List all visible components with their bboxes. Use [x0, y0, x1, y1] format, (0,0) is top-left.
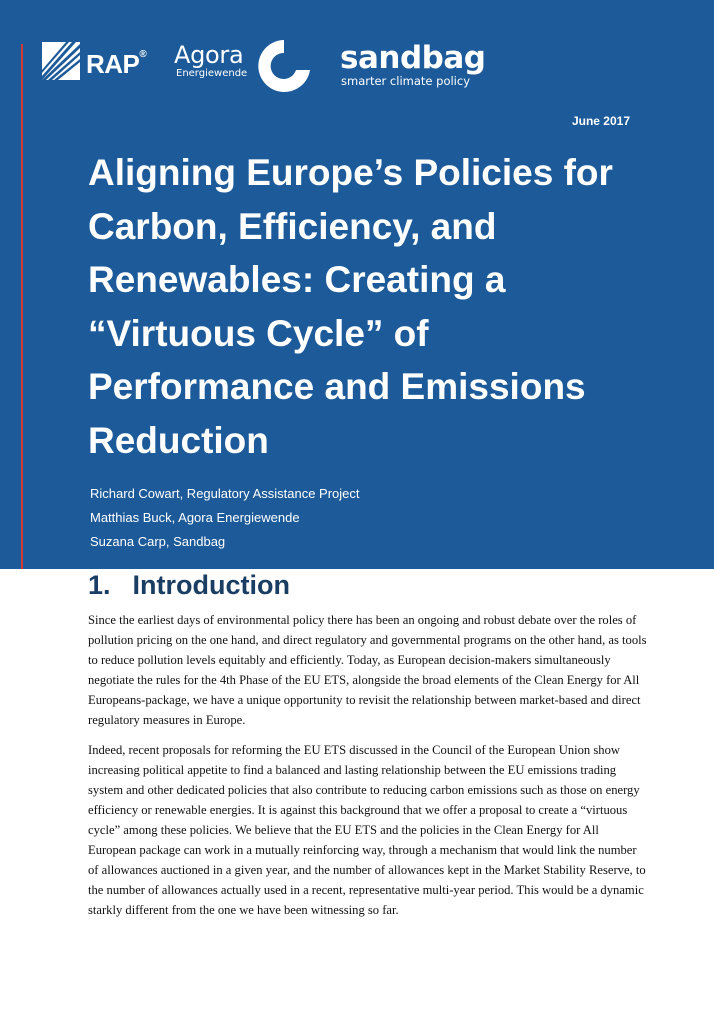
sandbag-logo: [340, 42, 485, 88]
agora-ring-icon: [254, 36, 314, 96]
paragraph: Since the earliest days of environmental policy there has been an ongoing and robust debate over the roles of pollution pricing on the one hand, and direct regulatory and governmental programs on the other hand, as tools to reduce pollution levels equitably and efficiently. Today, as European decision-makers simultaneously negotiate the rules for the 4th Phase of the EU ETS, alongside the broad elements of the Clean Energy for All Europeans-package, we have a unique opportunity to revisit the relationship between market-based and direct regulatory measures in Europe.: [88, 613, 647, 727]
publication-date: June 2017: [571, 114, 630, 128]
section-heading: [88, 570, 290, 601]
agora-logo: [174, 42, 247, 79]
sandbag-tagline: smarter climate policy: [341, 74, 470, 88]
report-title: Aligning Europe’s Policies for Carbon, Efficiency, and Renewables: Creating a “Virtuous Cycle” of Performance and Emissions Reduction: [88, 152, 613, 461]
agora-wordmark: Agora: [174, 41, 244, 69]
author-item: Richard Cowart, Regulatory Assistance Project: [90, 486, 360, 501]
rap-wordmark: RAP®: [86, 49, 147, 79]
rap-logo: [42, 42, 152, 86]
author-item: Suzana Carp, Sandbag: [90, 534, 226, 549]
section-body: [88, 610, 648, 930]
section-title: Introduction: [132, 570, 290, 600]
author-item: Matthias Buck, Agora Energiewende: [90, 510, 300, 525]
rap-sunburst-icon: [42, 42, 80, 80]
author-list: [90, 482, 360, 554]
agora-subtitle: Energiewende: [176, 68, 248, 79]
section-number: 1.: [88, 570, 111, 600]
paragraph: Indeed, recent proposals for reforming the EU ETS discussed in the Council of the European Union show increasing political appetite to find a balanced and lasting relationship between the EU emissions trading system and other dedicated policies that also contribute to reducing carbon emissions such as those on energy efficiency or renewable energies. It is against this background that we offer a proposal to create a “virtuous cycle” among these policies. We believe that the EU ETS and the policies in the Clean Energy for All European package can work in a mutually reinforcing way, through a mechanism that would link the number of allowances auctioned in a given year, and the number of allowances kept in the Market Stability Reserve, to the number of allowances actually used in a recent, representative multi-year period. This would be a dynamic starkly different from the one we have been witnessing so far.: [88, 743, 646, 917]
accent-rule: [21, 44, 23, 569]
sandbag-wordmark: sandbag: [340, 40, 486, 76]
